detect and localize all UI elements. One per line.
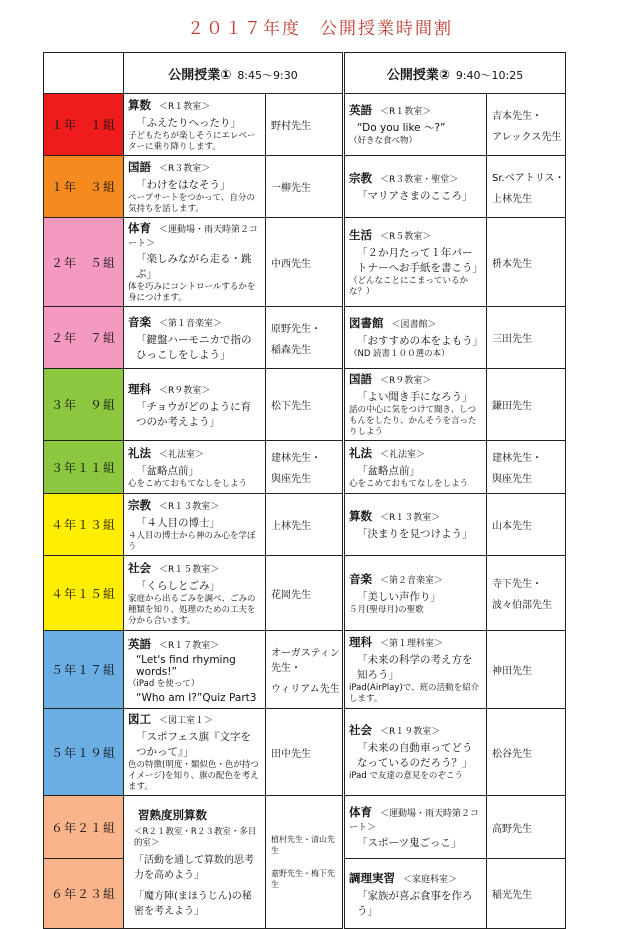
teacher-name: 吉本先生・ [492, 110, 543, 122]
period-1-teacher [266, 218, 344, 307]
period-2-lesson [344, 631, 487, 709]
subject-name: 調理実習 [349, 870, 396, 885]
period-2-teacher [487, 556, 566, 631]
period-2-lesson [344, 859, 487, 929]
room: ＜R９教室＞ [159, 385, 211, 396]
lesson-description: iPad で友達の意見をのぞこう [349, 771, 463, 781]
table-row [44, 494, 566, 556]
lesson-title: 「チョウがどのように育つのか考えよう」 [136, 400, 252, 428]
period-1-teacher [266, 369, 344, 441]
teacher-name: 寺下先生・ [492, 579, 543, 590]
period-2-teacher [487, 494, 566, 556]
period-2-lesson [344, 494, 487, 556]
lesson-title: “Do you like ～?” [357, 122, 446, 134]
subject-name: 礼法 [349, 445, 373, 460]
table-row [44, 709, 566, 796]
room: ＜R１教室＞ [159, 101, 211, 112]
teacher-name: 田中先生 [271, 748, 311, 760]
period-1-lesson-merged [124, 796, 266, 929]
period-2-lesson [344, 156, 487, 218]
class-cell: ４年１５組 [44, 556, 124, 631]
period-1-lesson [124, 156, 266, 218]
lesson-title: 「スポーツ鬼ごっこ」 [357, 837, 462, 849]
class-cell: ５年１７組 [44, 631, 124, 709]
subject-name: 図工 [128, 712, 151, 726]
class-cell: １年 １組 [44, 94, 124, 156]
period-2-teacher [487, 369, 566, 441]
lesson-description: ５月(聖母月)の聖歌 [349, 604, 424, 615]
period-2-teacher [487, 859, 566, 929]
table-row [44, 307, 566, 369]
room: ＜礼法室＞ [159, 449, 205, 460]
class-cell: ３年１１組 [44, 441, 124, 494]
subject-name: 算数 [128, 97, 151, 112]
lesson-title: 「盆略点前」 [136, 464, 199, 477]
lesson-title: 「わけをはなそう」 [136, 178, 231, 191]
period-1-teacher [266, 156, 344, 218]
period-2-lesson [344, 556, 487, 631]
teacher-name: 松谷先生 [492, 748, 533, 760]
period-2-teacher [487, 631, 566, 709]
teacher-name: 上林先生 [271, 521, 311, 532]
class-cell: １年 ３組 [44, 156, 124, 218]
period-1-teacher [266, 631, 344, 709]
period-2-lesson [344, 441, 487, 494]
room: ＜礼法室＞ [380, 449, 426, 460]
period-1-lesson [124, 631, 266, 709]
teacher-name: 植村先生・清山先生 [271, 835, 335, 855]
subject-name: 体育 [349, 805, 373, 819]
lesson-description: 家庭から出るごみを調べ、ごみの種類を知り、処理のための工夫を分から合います。 [128, 593, 256, 626]
period-2-label: 公開授業② [386, 67, 450, 83]
teacher-name: Sr.ベアトリス・ [492, 172, 565, 184]
subject-name: 算数 [349, 509, 373, 523]
teacher-name: 松下先生 [271, 401, 311, 412]
header-period-1 [124, 53, 344, 94]
period-1-teacher [266, 94, 344, 156]
room: ＜R１教室＞ [380, 107, 432, 117]
period-2-lesson [344, 796, 487, 859]
lesson-title: 「おすすめの本をよもう」 [357, 335, 484, 347]
lesson-description: 心をこめておもてなしをしよう [349, 478, 469, 489]
lesson-description: （iPad を使って） [128, 678, 200, 689]
room: ＜R１７教室＞ [159, 640, 220, 651]
subject-name: 音楽 [349, 571, 373, 586]
table-row [44, 631, 566, 709]
period-1-teacher [266, 441, 344, 494]
lesson-description: （ND 読書１００選の本） [349, 349, 450, 359]
class-cell: ５年１９組 [44, 709, 124, 796]
period-2-lesson [344, 307, 487, 369]
subject-name: 社会 [349, 723, 373, 737]
room: ＜R１３教室＞ [380, 513, 441, 523]
period-2-teacher [487, 156, 566, 218]
room: ＜図工室１＞ [159, 716, 214, 726]
period-1-lesson [124, 441, 266, 494]
room: ＜運動場・雨天時第２コート＞ [128, 225, 259, 249]
subject-name: 国語 [128, 159, 151, 174]
class-cell: ３年 ９組 [44, 369, 124, 441]
class-cell: ２年 ７組 [44, 307, 124, 369]
room: ＜R５教室＞ [380, 231, 432, 242]
teacher-name-2: 上林先生 [492, 193, 533, 205]
lesson-description: （好きな食べ物） [349, 136, 418, 146]
header-period-2 [344, 53, 566, 94]
teacher-name-2: 波々伯部先生 [492, 600, 553, 611]
room: ＜第１理科室＞ [380, 639, 444, 649]
teacher-name: 鎌田先生 [492, 401, 533, 412]
page-title: ２０１７年度 公開授業時間割 [187, 19, 453, 39]
lesson-description: 話の中心に気をつけて聞き、しつもんをしたり、かんそうを言ったりしよう [349, 405, 477, 437]
period-1-teacher [266, 307, 344, 369]
room: ＜R２１教室・R２３教室・多目的室＞ [134, 827, 257, 848]
period-1-teacher [266, 556, 344, 631]
teacher-name-2: 與座先生 [492, 474, 533, 485]
teacher-name: 神田先生 [492, 666, 533, 677]
subject-name: 英語 [349, 103, 373, 117]
lesson-title: 「マリアさまのこころ」 [357, 190, 473, 202]
class-cell: ４年１３組 [44, 494, 124, 556]
lesson-title: 「盆略点前」 [357, 464, 421, 477]
period-1-teacher-merged [266, 796, 344, 929]
lesson-title: 「活動を通して算数的思考力を高めよう」 [134, 855, 254, 881]
subject-name: 図書館 [349, 316, 384, 330]
period-2-teacher [487, 218, 566, 307]
period-2-teacher [487, 94, 566, 156]
lesson-description: ４人目の博士から神のみ心を学ぼう [128, 530, 256, 552]
period-1-lesson [124, 218, 266, 307]
lesson-description: 心をこめておもてなしをしよう [128, 478, 248, 489]
subject-name: 習熟度別算数 [138, 808, 207, 822]
room: ＜R３教室＞ [159, 163, 211, 174]
lesson-title: 「美しい声作り」 [357, 590, 442, 603]
lesson-description: 色の特徴(明度・類似色・色が持つイメージ)を知り、旗の配色を考えます。 [128, 760, 259, 792]
period-2-teacher [487, 441, 566, 494]
room: ＜図書館＞ [391, 320, 437, 330]
teacher-name: オーガスティン先生・ [271, 648, 340, 674]
lesson-title: 「２か月たって１年パートナーへお手紙を書こう」 [357, 246, 484, 274]
room: ＜R１５教室＞ [159, 564, 220, 575]
lesson-description: ペープサートをつかって、自分の気持ちを話します。 [128, 192, 255, 214]
teacher-name-2: アレックス先生 [492, 131, 562, 143]
subject-name: 宗教 [349, 171, 373, 185]
teacher-name-2: ウィリアム先生 [271, 684, 340, 695]
table-row [44, 556, 566, 631]
room: ＜R９教室＞ [380, 376, 432, 386]
period-2-teacher [487, 796, 566, 859]
lesson-title: 「楽しみながら走る・跳ぶ」 [136, 253, 252, 280]
teacher-name: 山本先生 [492, 521, 533, 532]
table-row [44, 369, 566, 441]
lesson-description: （どんなことにこまっているかな？） [349, 275, 469, 297]
period-1-time: 8:45～9:30 [237, 68, 298, 82]
teacher-name-2: 稲森先生 [271, 344, 311, 356]
teacher-name-2: 與座先生 [271, 474, 311, 485]
period-1-lesson [124, 709, 266, 796]
lesson-title: 「決まりを見つけよう」 [357, 528, 473, 540]
room: ＜運動場・雨天時第２コート＞ [349, 809, 480, 833]
schedule-table [43, 52, 566, 929]
subject-name: 英語 [128, 636, 151, 651]
room: ＜第２音楽室＞ [380, 575, 444, 586]
room: ＜R１９教室＞ [380, 727, 441, 737]
lesson-description: 子どもたちが楽しそうにエレベーターに乗り降りします。 [128, 130, 256, 152]
class-cell: ６年２１組 [44, 796, 124, 859]
period-1-lesson [124, 556, 266, 631]
period-2-lesson [344, 218, 487, 307]
subject-name: 理科 [349, 635, 373, 649]
period-1-lesson [124, 494, 266, 556]
room: ＜第１音楽室＞ [159, 318, 223, 329]
period-2-teacher [487, 307, 566, 369]
subject-name: 国語 [349, 372, 373, 386]
lesson-title: 「ふえたりへったり」 [136, 116, 241, 129]
lesson-description: 体を巧みにコントロールするかを身につけます。 [128, 282, 256, 303]
teacher-name: 野村先生 [271, 121, 311, 132]
period-1-lesson [124, 307, 266, 369]
class-cell: ６年２３組 [44, 859, 124, 929]
table-row [44, 796, 566, 859]
table-row [44, 218, 566, 307]
lesson-title: 「４人目の博士」 [136, 516, 220, 529]
room: ＜家庭科室＞ [403, 874, 458, 885]
lesson-title: 「未来の自動車ってどうなっているのだろう？」 [357, 742, 473, 769]
lesson-title-2: 「魔方陣(まほうじん)の秘密を考えよう」 [134, 891, 252, 917]
teacher-name: 一柳先生 [271, 183, 311, 194]
period-2-lesson [344, 709, 487, 796]
subject-name: 社会 [128, 560, 151, 575]
table-row [44, 156, 566, 218]
teacher-name-2: 嘉野先生・梅下先生 [271, 869, 335, 889]
room: ＜R３教室・聖堂＞ [380, 175, 459, 185]
teacher-name: 中西先生 [271, 258, 311, 270]
subject-name: 理科 [128, 381, 151, 396]
room: ＜R１３教室＞ [159, 501, 220, 512]
class-cell: ２年 ５組 [44, 218, 124, 307]
period-1-teacher [266, 494, 344, 556]
teacher-name: 建林先生・ [271, 453, 321, 464]
teacher-name: 建林先生・ [492, 453, 543, 464]
subject-name: 生活 [349, 227, 373, 242]
lesson-title: 「くらしとごみ」 [136, 579, 220, 592]
lesson-title: 「スポフェス旗『文字をつかって』」 [136, 731, 251, 758]
subject-name: 礼法 [128, 445, 151, 460]
lesson-title: 「鍵盤ハーモニカで指のひっこしをしよう」 [136, 333, 252, 361]
teacher-name: 花岡先生 [271, 589, 311, 601]
lesson-title: 「よい聞き手になろう」 [357, 391, 473, 403]
period-2-lesson [344, 369, 487, 441]
period-1-label: 公開授業① [168, 67, 232, 83]
teacher-name: 枡本先生 [492, 258, 533, 270]
lesson-title: 「家族が喜ぶ食事を作ろう」 [357, 889, 473, 917]
header-blank [44, 53, 124, 94]
period-2-lesson [344, 94, 487, 156]
subject-name: 宗教 [128, 497, 151, 512]
teacher-name: 稲光先生 [492, 890, 533, 901]
subject-name: 音楽 [128, 314, 151, 329]
lesson-description: iPad(AirPlay)で、班の活動を紹介します。 [349, 683, 480, 704]
table-row [44, 94, 566, 156]
teacher-name: 三田先生 [492, 334, 533, 345]
lesson-extra: “Who am I?”Quiz Part3 [136, 691, 257, 704]
teacher-name: 高野先生 [492, 823, 533, 835]
subject-name: 体育 [128, 221, 151, 235]
lesson-title: 「未来の科学の考え方を知ろう」 [357, 654, 473, 681]
table-row [44, 441, 566, 494]
period-2-time: 9:40～10:25 [455, 68, 524, 82]
period-1-lesson [124, 94, 266, 156]
lesson-title: “Let's find rhyming words!” [136, 653, 236, 678]
period-1-teacher [266, 709, 344, 796]
period-2-teacher [487, 709, 566, 796]
period-1-lesson [124, 369, 266, 441]
teacher-name: 原野先生・ [271, 323, 321, 335]
